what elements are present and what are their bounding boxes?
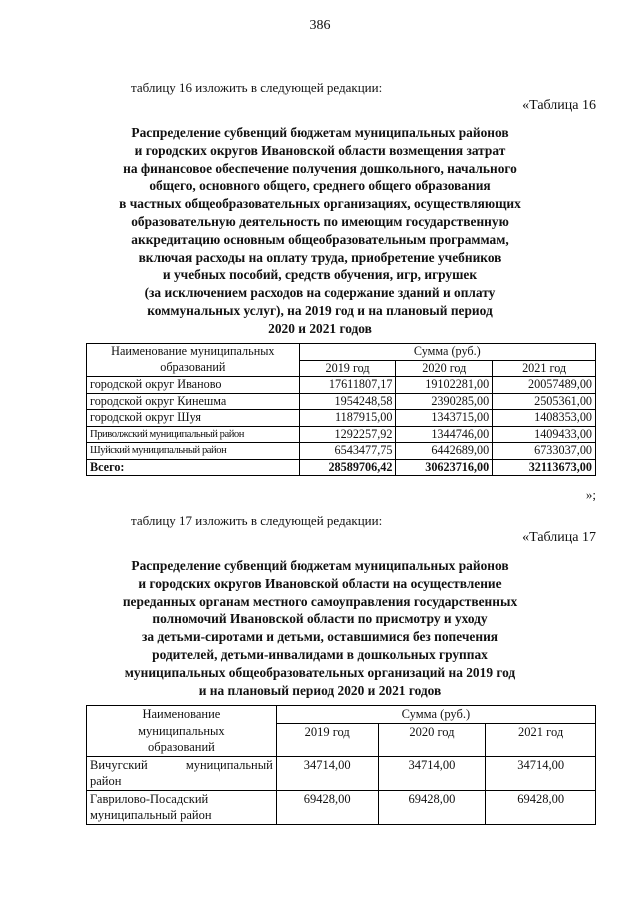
table17-header-sum: Сумма (руб.) (276, 706, 595, 724)
table16-title-line: и учебных пособий, средств обучения, игр, игрушек (162, 267, 478, 283)
table16-label: «Таблица 16 (522, 98, 596, 113)
table16-title-line: Распределение субвенций бюджетам муниципальных районов (131, 125, 509, 140)
table17-header-year: 2020 год (378, 723, 486, 756)
row-value: 17611807,17 (299, 377, 396, 394)
row-name-line: Вичугский муниципальный (90, 757, 273, 772)
table16-title-line: включая расходы на оплату труда, приобретение учебников (138, 249, 502, 265)
table17-header-name-line: Наименование (142, 707, 221, 721)
row-value: 1954248,58 (299, 393, 396, 410)
table-row (87, 756, 596, 790)
row-value: 69428,00 (378, 790, 486, 824)
row-value: 69428,00 (276, 790, 378, 824)
table17-header-year: 2021 год (486, 723, 596, 756)
page-number: 386 (309, 18, 331, 33)
table-row (87, 410, 596, 427)
table16-title-line: аккредитацию основным общеобразовательным программам, (131, 231, 509, 247)
row-name: Шуйский муниципальный район (87, 443, 300, 460)
table16-intro: таблицу 16 изложить в следующей редакции: (131, 80, 383, 95)
row-value: 2390285,00 (396, 393, 493, 410)
table17-header-row (87, 706, 596, 724)
row-value: 19102281,00 (396, 377, 493, 394)
table17-header-name-line: образований (147, 740, 215, 754)
row-name (87, 790, 277, 824)
table16 (86, 343, 596, 476)
table16-header-year: 2021 год (493, 360, 596, 377)
row-name: Приволжский муниципальный район (87, 426, 300, 443)
row-value: 1292257,92 (299, 426, 396, 443)
table17-title-line: за детьми-сиротами и детьми, оставшимися без попечения (141, 629, 499, 645)
table16-header-year: 2020 год (396, 360, 493, 377)
row-name: городской округ Иваново (87, 377, 300, 394)
table16-title-line: (за исключением расходов на содержание зданий и оплату (144, 285, 496, 301)
table16-total-row (87, 459, 596, 476)
row-value: 6733037,00 (493, 443, 596, 460)
table16-closing-quote: »; (585, 487, 596, 502)
table17-title-line: и городских округов Ивановской области на осуществление (138, 575, 502, 591)
table17-header-name (87, 706, 277, 757)
table16-title-line: на финансовое обеспечение получения дошкольного, начального (123, 160, 517, 176)
table-row (87, 443, 596, 460)
row-name-line: район (90, 774, 122, 788)
table17-title-line: муниципальных общеобразовательных организаций на 2019 год (124, 664, 516, 680)
table17-intro: таблицу 17 изложить в следующей редакции: (131, 513, 383, 528)
table16-title-line: образовательную деятельность по имеющим государственную (131, 213, 509, 229)
table-row (87, 426, 596, 443)
table-row (87, 393, 596, 410)
table16-title-line: и городских округов Ивановской области возмещения затрат (134, 142, 506, 158)
table17-title (88, 557, 552, 699)
table16-title-line: 2020 и 2021 годов (268, 320, 372, 336)
table16-header-year: 2019 год (299, 360, 396, 377)
table17-title-line: Распределение субвенций бюджетам муниципальных районов (131, 558, 509, 573)
table16-header-name-line: образований (160, 359, 226, 374)
row-name: городской округ Кинешма (87, 393, 300, 410)
row-name-line: муниципальный район (90, 808, 212, 822)
row-value: 6442689,00 (396, 443, 493, 460)
row-value: 34714,00 (486, 756, 596, 790)
row-value: 6543477,75 (299, 443, 396, 460)
table-row (87, 377, 596, 394)
total-value: 28589706,42 (299, 459, 396, 476)
table17-title-line: полномочий Ивановской области по присмотру и уходу (152, 611, 488, 627)
row-value: 34714,00 (276, 756, 378, 790)
table16-title (88, 124, 552, 338)
table16-header-row (87, 344, 596, 361)
row-name-line: Гаврилово-Посадский (90, 791, 209, 806)
table17-title-line: и на плановый период 2020 и 2021 годов (198, 682, 442, 698)
table16-header-sum: Сумма (руб.) (299, 344, 595, 361)
total-value: 32113673,00 (493, 459, 596, 476)
table17-title-line: переданных органам местного самоуправления государственных (122, 593, 518, 609)
row-value: 34714,00 (378, 756, 486, 790)
total-label: Всего: (87, 459, 300, 476)
table17 (86, 705, 596, 825)
table-row (87, 790, 596, 824)
row-value: 1344746,00 (396, 426, 493, 443)
row-value: 20057489,00 (493, 377, 596, 394)
table17-label: «Таблица 17 (522, 530, 596, 545)
row-value: 1409433,00 (493, 426, 596, 443)
table16-title-line: в частных общеобразовательных организациях, осуществляющих (119, 196, 521, 212)
table17-title-line: родителей, детьми-инвалидами в дошкольных группах (152, 646, 488, 662)
table16-header-name (87, 344, 300, 377)
row-value: 69428,00 (486, 790, 596, 824)
row-value: 1187915,00 (299, 410, 396, 427)
total-value: 30623716,00 (396, 459, 493, 476)
table17-header-name-line: муниципальных (138, 723, 225, 738)
row-value: 1408353,00 (493, 410, 596, 427)
table16-header-name-line: Наименование муниципальных (111, 344, 275, 358)
table16-title-line: общего, основного общего, среднего общего образования (149, 178, 491, 194)
row-value: 1343715,00 (396, 410, 493, 427)
row-name (87, 756, 277, 790)
table17-header-year: 2019 год (276, 723, 378, 756)
table16-title-line: коммунальных услуг), на 2019 год и на плановый период (147, 302, 493, 318)
row-name: городской округ Шуя (87, 410, 300, 427)
row-value: 2505361,00 (493, 393, 596, 410)
